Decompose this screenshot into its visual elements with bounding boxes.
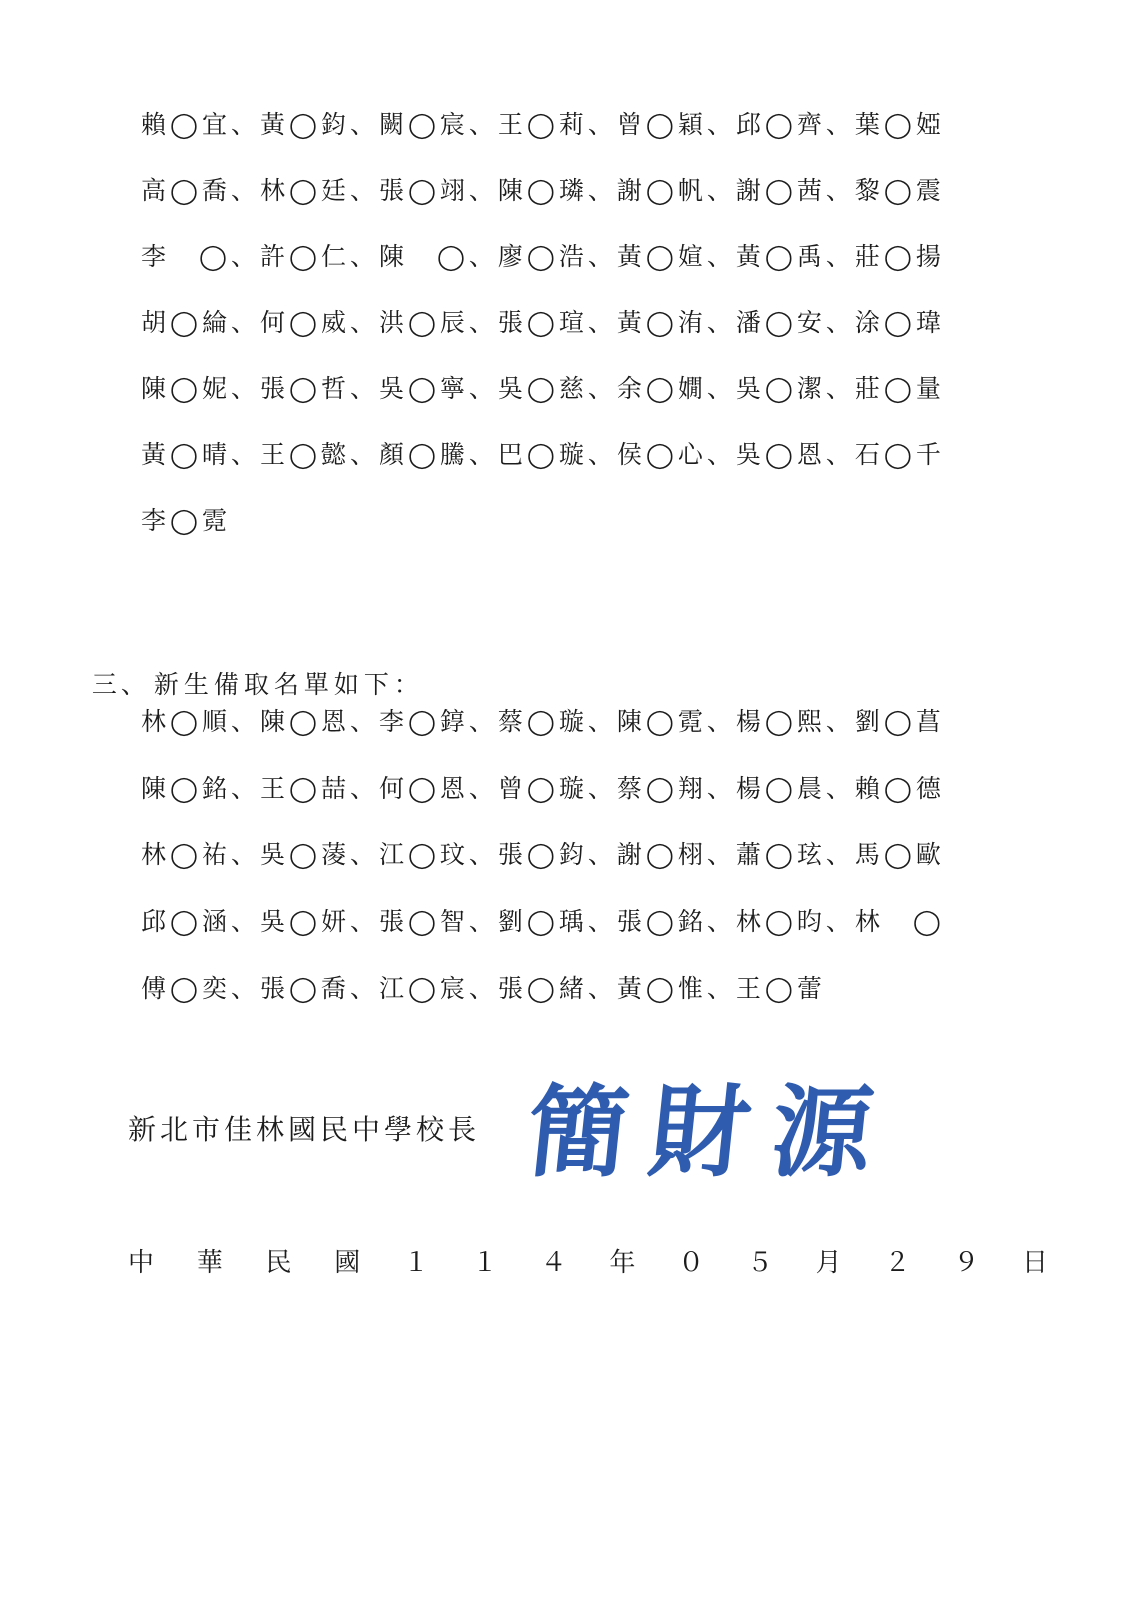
date-char: 日 <box>1021 1248 1048 1278</box>
name-line: 賴◯宜、黃◯鈞、闕◯宸、王◯莉、曾◯穎、邱◯齊、葉◯婭 <box>141 110 945 139</box>
name-line: 邱◯涵、吳◯妍、張◯智、劉◯瑀、張◯銘、林◯昀、林 ◯ <box>141 907 945 936</box>
section-title: 新生備取名單如下： <box>153 670 424 699</box>
date-char: ９ <box>953 1248 980 1278</box>
date-char: ０ <box>678 1248 705 1278</box>
date-char: ２ <box>884 1248 911 1278</box>
date-char: 國 <box>334 1248 361 1278</box>
date-char: ４ <box>540 1248 567 1278</box>
date-char: 年 <box>609 1248 636 1278</box>
name-line: 林◯祐、吳◯蓤、江◯玟、張◯鈞、謝◯栩、蕭◯玹、馬◯歐 <box>141 840 945 869</box>
name-line: 高◯喬、林◯廷、張◯翊、陳◯璘、謝◯帆、謝◯茜、黎◯震 <box>141 176 945 205</box>
date-char: 中 <box>128 1248 155 1278</box>
date-char: １ <box>471 1248 498 1278</box>
date-char: ５ <box>746 1248 773 1278</box>
date-char: 華 <box>196 1248 223 1278</box>
date-char: １ <box>403 1248 430 1278</box>
name-line: 陳◯銘、王◯喆、何◯恩、曾◯璇、蔡◯翔、楊◯晨、賴◯德 <box>141 774 945 803</box>
name-line: 李◯霓 <box>141 506 231 535</box>
date-char: 月 <box>815 1248 842 1278</box>
document-date <box>128 1242 1048 1279</box>
principal-seal: 簡財源 <box>521 1074 901 1191</box>
name-line: 傅◯奕、張◯喬、江◯宸、張◯緒、黃◯惟、王◯蕾 <box>141 974 826 1003</box>
name-line: 胡◯綸、何◯威、洪◯辰、張◯瑄、黃◯洧、潘◯安、涂◯瑋 <box>141 308 945 337</box>
principal-title: 新北市佳林國民中學校長 <box>128 1113 481 1146</box>
date-char: 民 <box>265 1248 292 1278</box>
name-line: 陳◯妮、張◯哲、吳◯寧、吳◯慈、余◯嫺、吳◯潔、莊◯量 <box>141 374 945 403</box>
name-line: 林◯順、陳◯恩、李◯錞、蔡◯璇、陳◯霓、楊◯熙、劉◯菖 <box>141 707 945 736</box>
section3-heading <box>76 640 424 700</box>
name-line: 李 ◯、許◯仁、陳 ◯、廖◯浩、黃◯媗、黃◯禹、莊◯揚 <box>141 242 945 271</box>
name-line: 黃◯晴、王◯懿、顏◯騰、巴◯璇、侯◯心、吳◯恩、石◯千 <box>141 440 945 469</box>
section-number: 三、 <box>91 670 150 699</box>
